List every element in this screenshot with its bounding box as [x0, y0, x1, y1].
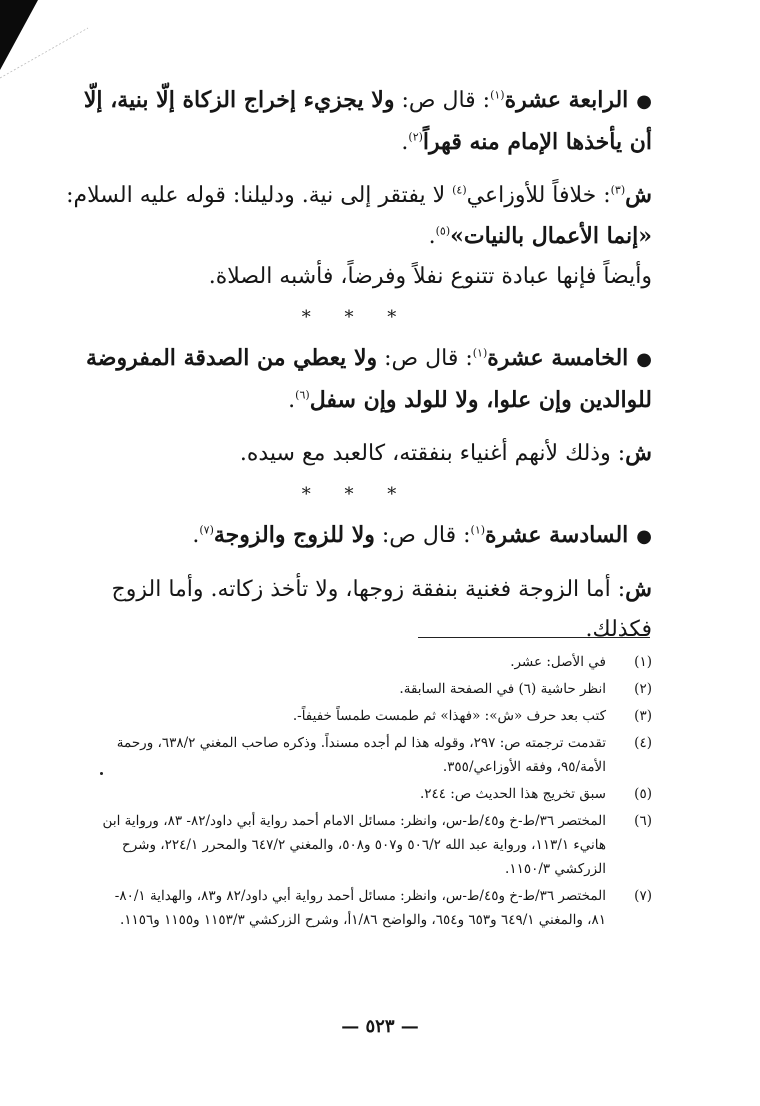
footnote-number: (١) — [634, 654, 652, 670]
footnote-ref: (١) — [470, 523, 486, 537]
footnote-number: (٥) — [634, 786, 652, 802]
issue-heading: السادسة عشرة — [485, 522, 629, 548]
matn-text: ولا يجزيء إخراج الزكاة إلّا بنية، إلّا أن يأخذها الإمام منه قهراً — [83, 87, 652, 155]
footnote-number: (٦) — [634, 813, 652, 829]
text: . — [428, 224, 436, 249]
footnote-item — [92, 809, 652, 881]
main-text — [60, 80, 652, 650]
footnote-text: تقدمت ترجمته ص: ٢٩٧، وقوله هذا لم أجده مسنداً. وذكره صاحب المغني ٦٣٨/٢، ورحمة الأمة/٩٥، وفقه الأوزاعي/٣٥٥. — [116, 735, 606, 775]
text: : أما الزوجة فغنية بنفقة زوجها، ولا تأخذ زكاته. وأما الزوج فكذلك. — [111, 577, 652, 642]
text: : قال ص: — [377, 346, 473, 371]
footnote-text: في الأصل: عشر. — [510, 654, 606, 670]
footnote-text: المختصر ٣٦/ط-خ و٤٥/ط-س، وانظر: مسائل أحمد رواية أبي داود/٨٢ و٨٣، والهداية ٨٠/١- ٨١، والمغني ٦٤٩/١ و٦٥٣ و٦٥٤، والواضح ١/٨٦أ، وشرح الزركشي ١١٥٣/٣ و١١٥٥ و١١٥٦. — [114, 888, 606, 928]
footnote-number: (٣) — [634, 708, 652, 724]
footnote-number: (٧) — [634, 888, 652, 904]
bullet-icon: ● — [636, 349, 652, 370]
footnote-divider — [418, 637, 650, 638]
paragraph-6th-issue — [60, 515, 652, 557]
paragraph-5th-issue — [60, 338, 652, 421]
scan-edge-line — [0, 0, 90, 80]
footnote-item — [92, 677, 652, 701]
text: : وذلك لأنهم أغنياء بنفقته، كالعبد مع سيده. — [239, 441, 626, 466]
footnote-ref: (٧) — [199, 523, 214, 537]
footnote-ref: (٤) — [452, 183, 467, 197]
footnote-item — [92, 650, 652, 674]
footnote-item — [92, 884, 652, 932]
paragraph-commentary — [60, 433, 652, 474]
issue-heading: الخامسة عشرة — [487, 345, 629, 371]
section-separator: * * * — [301, 307, 411, 328]
matn-text: ولا للزوج والزوجة — [213, 522, 375, 548]
paragraph-4th-issue — [60, 80, 652, 163]
text: : خلافاً للأوزاعي — [466, 183, 611, 208]
footnote-item — [92, 782, 652, 806]
issue-heading: الرابعة عشرة — [504, 87, 629, 113]
footnote-number: (٢) — [634, 681, 652, 697]
page-number: — ٥٢٣ — — [341, 1016, 419, 1037]
footnote-item — [92, 731, 652, 779]
section-separator: * * * — [301, 484, 411, 505]
bullet-icon: ● — [636, 91, 652, 112]
commentary-marker: ش — [625, 182, 652, 208]
ink-speck — [100, 772, 103, 775]
footnote-ref: (٦) — [295, 388, 310, 402]
footnote-text: سبق تخريج هذا الحديث ص: ٢٤٤. — [419, 786, 606, 802]
footnote-ref: (٣) — [610, 183, 626, 197]
text: . — [401, 130, 409, 155]
text: لا يفتقر إلى نية. ودليلنا: قوله عليه السلام: — [66, 183, 453, 208]
footnote-text: المختصر ٣٦/ط-خ و٤٥/ط-س، وانظر: مسائل الامام أحمد رواية أبي داود/٨٢- ٨٣، ورواية ابن هانيء ١١٣/١، ورواية عبد الله ٥٠٦/٢ و٥٠٧ و٥٠٨، والمغني ٦٤٧/٢ والمحرر ٢٢٤/١، وشرح الزركشي ١١٥٠/٣. — [102, 813, 606, 877]
footnote-ref: (٢) — [408, 130, 423, 144]
hadith-quote: «إنما الأعمال بالنيات» — [450, 223, 652, 249]
matn-text: ولا يعطي من الصدقة المفروضة للوالدين وإن علوا، ولا للولد وإن سفل — [86, 345, 652, 413]
footnotes — [92, 650, 652, 935]
footnote-ref: (١) — [490, 88, 505, 102]
footnote-number: (٤) — [634, 735, 652, 751]
commentary-marker: ش — [625, 576, 652, 602]
text: : قال ص: — [374, 523, 471, 548]
text: : قال ص: — [394, 88, 491, 113]
footnote-item — [92, 704, 652, 728]
footnote-text: كتب بعد حرف «ش»: «فهذا» ثم طمست طمساً خفيفاً-. — [292, 708, 606, 724]
text: . — [192, 523, 200, 548]
commentary-marker: ش — [625, 440, 652, 466]
paragraph-commentary — [60, 175, 652, 257]
bullet-icon: ● — [636, 526, 652, 547]
text: . — [288, 388, 296, 413]
footnote-ref: (٥) — [435, 224, 451, 238]
footnote-text: انظر حاشية (٦) في الصفحة السابقة. — [399, 681, 606, 697]
paragraph-commentary-cont: وأيضاً فإنها عبادة تتنوع نفلاً وفرضاً، فأشبه الصلاة. — [208, 264, 652, 289]
footnote-ref: (١) — [472, 346, 488, 360]
